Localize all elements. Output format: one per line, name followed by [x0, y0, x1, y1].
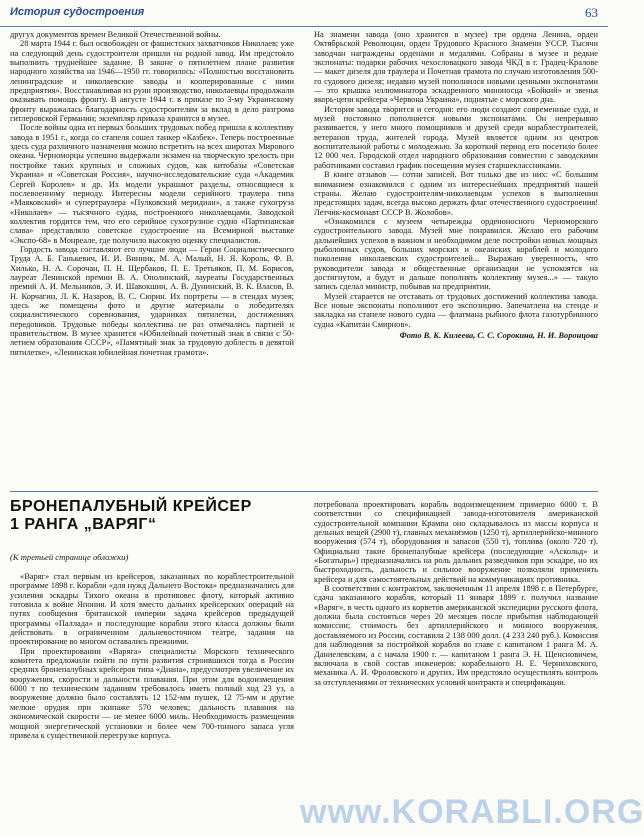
paragraph: Гордость завода составляют его лучшие люди — Герои Социалистического Труда А. Б. Ганькевич, И. И. Винник, М. А. Малый, Н. Я. Король, Ф. В. Хилько, Н. А. Сорочан, П. Н. Щербаков, П. Е. Третьяков, П. М. Борисов, лауреат Ленинской премии В. А. Ополинский, лауреаты Государственных премий А. И. Мельников, Э. И. Шавокшин, А. В. Дунинский, В. К. Власов, В. Н. Корчагин, Л. К. Назаров, В. С. Сюрин. Их портреты — в стендах музея; здесь же помещены фото и другие материалы о победителях социалистического соревнования, ударниках пятилетки, достижениях передовиков. Трудовые победы коллектива не раз отмечались партией и правительством. В музее хранится «Юбилейный почетный знак в связи с 50-летием образования СССР», «Памятный знак за трудовую доблесть в девятой пятилетке», «Ленинская юбилейная почетная грамота».: [10, 244, 294, 357]
paragraph: После войны одна из первых больших трудовых побед пришла к коллективу завода в 1951 г., когда со стапеля сошел танкер «Казбек». Теперь построенные здесь суда различного назначения можно встретить на всех широтах Мирового океана. Черноморцы успешно выдержали экзамен на творческую зрелость при постройке таких крупных и сложных судов, как китобазы «Советская Украина» и «Советская Россия», научно-исследовательские суда «Академик Сергей Королев» и др. Их модели украшают разделы, относящиеся к послевоенному периоду. Интересны модели серийного траулера типа «Маяковский» и супертраулера «Пулковский меридиан», а также сухогруза «Николаев» — тысячного судна, построенного николаевцами. Заводской коллектив гордится тем, что его серийное сухогрузное судно «Партизанская слава» представляло советское судостроение на Всемирной выставке «Экспо-68» в Монреале, где получило высокую оценку специалистов.: [10, 123, 294, 245]
page-header: [0, 0, 608, 27]
paragraph: История завода творится и сегодня: его люди создают современные суда, и музей постоянно пополняется новыми экспонатами. Он непрерывно развивается, у него много помощников и друзей среди кораблестроителей, ветеранов труда, жителей города. Музей является одним из центров воспитательной работы с молодежью. За короткий период его посетило более 12 000 чел. Городской отдел народного образования совместно с заводскими работниками составил график посещения музея старшеклассниками.: [314, 104, 598, 170]
article-title: [10, 498, 294, 534]
paragraph: На знамени завода (оно хранится в музее) три ордена Ленина, орден Октябрьской Революции, орден Трудового Красного Знамени УССР. Тысячи заводчан награждены орденами и медалями. Собраны в музее и редкие экспонаты: подарки рабочих чехословацкого завода ЧКД в г. Градец-Кралове — макет дизеля для траулера и Почетная грамота по случаю изготовления 500-го судового дизеля; недавно музей пополнился новыми ценными экспонатами — это крышка иллюминатора эскадренного миноносца «Бойкий» и звенья якорь-цепи крейсера «Червона Украина», поднятые с морского дна.: [314, 30, 598, 105]
cruiser-article-column-1: [10, 572, 294, 834]
photo-credit: Фото В. К. Килеева, С. С. Сорокина, Н. И. Воронцова: [399, 331, 598, 340]
paragraph: В соответствии с контрактом, заключенным 11 апреля 1898 г. в Петербурге, сдача заказанного корабля, который 11 января 1899 г. получил название «Варяг», в честь одного из корветов американской экспедиции русского флота, должна была состояться через 20 месяцев после прибытия наблюдающей комиссии; стоимость без артиллерийского и минного вооружения, доставляемого из России, составила 2 138 000 долл. (4 233 240 руб.). Комиссия для наблюдения за постройкой корабля во главе с капитаном 1 ранга М. А. Даниелевским, а с начала 1900 г. — капитаном 1 ранга Э. Н. Щенсновичем, включала в свой состав инженеров: корабельного Н. Е. Черниховского, механика А. И. Фроловского и других. Им предстояло осуществлять контроль за отступлениями от технических условий контракта и спецификации.: [314, 584, 598, 687]
article-title-line-1: БРОНЕПАЛУБНЫЙ КРЕЙСЕР: [10, 498, 252, 515]
paragraph: другух документов времен Великой Отечественной войны.: [10, 30, 221, 39]
section-divider: [10, 491, 598, 492]
page-number: 63: [585, 5, 598, 20]
section-title: История судостроения: [10, 6, 145, 18]
paragraph: потребовала проектировать корабль водоизмещением примерно 6000 т. В соответствии со спецификацией завода-изготовителя американской судостроительной компании Крампа оно складывалось из массы корпуса и дельных вещей (2900 т), главных механизмов (1250 т), артиллерийско-минного вооружения (574 т), оборудования и запасов (550 т), топлива (около 720 т). Официально такие бронепалубные крейсера (последующие «Аскольд» и «Богатырь») предназначались на роль дальних разведчиков при эскадре, но их быстроходность, дальность и сильное вооружение позволяли применять крейсера и для самостоятельных действий на коммуникациях противника.: [314, 500, 598, 584]
paragraph: При проектировании «Варяга» специалисты Морского технического комитета предложили пойти по пути развития строившихся тогда в России средних бронепалубных крейсеров типа «Диана», предусмотрев увеличение их вооружения, скорости и дальности плавания. При этом для водоизмещения 6000 т по техническим заданиям требовалось иметь полный ход 23 уз, а вооружение должно было составлять 12 152-мм пушек, 12 75-мм и другие мелкие орудия при экипаже 570 человек; дальность плавания на экономической скорости — не менее 6000 миль. Необходимость размещения мощной энергетической установки и более чем 700-тонного запаса угля привела к существенной перегрузке корпуса.: [10, 646, 294, 740]
museum-article-column-1: [10, 30, 294, 490]
museum-article-column-2: [314, 30, 598, 500]
article-title-line-2: 1 РАНГА „ВАРЯГ“: [10, 516, 157, 533]
paragraph: «Варяг» стал первым из крейсеров, заказанных по кораблестроительной программе 1898 г. Корабли «для нужд Дальнего Востока» предназначались для усиления эскадры Тихого океана в противовес флоту, который активно готовила к войне Япония. И хотя вместо дальних крейсерских операций на путях сообщения британской империи задача крейсеров предыдущей программы «Паллада» и последующие корабли этого класса должны были действовать в ограниченном дальневосточном театре, задания на проектирование во многом оставались прежними.: [10, 572, 294, 647]
paragraph: Музей старается не отставать от трудовых достижений коллектива завода. Все новые экспонаты пополняют его экспозицию. Запечатлена на стенде и закладка на стапеле нового судна — флагмана рыбного флота газотурбинного судна «Капитан Смирнов».: [314, 291, 598, 329]
paragraph: «Ознакомился с музеем четырежды орденоносного Черноморского судостроительного завода. Музей мне понравился. Желаю его рабочим дальнейших успехов в важном и необходимом деле постройки новых мощных рыболовных судов, больших морских и океанских кораблей и молодого поколения николаевских судостроителей... Выражаю уверенность, что руководители завода и общественные организации не успокоятся на достигнутом, а будут и дальше пополнять коллективу музея...» — такую запись сделал министр, побывав на предприятии.: [314, 216, 598, 292]
paragraph: В книге отзывов — сотни записей. Вот только две из них: «С большим вниманием ознакомился с одним из интереснейших предприятий нашей страны. Желаю судостроителям-николаевцам успехов в выполнении предстоящих задач, всегда высоко держать флаг отечественного судостроения! Летчик-космонавт СССР В. Жолобов».: [314, 170, 598, 217]
watermark: www.KORABLI.ORG: [300, 793, 644, 831]
cruiser-article-column-2: [314, 500, 598, 834]
paragraph: 28 марта 1944 г. был освобожден от фашистских захватчиков Николаев; уже на следующий день судостроители пришли на родной завод. Им предстояло выполнить труднейшее задание. В законе о пятилетнем плане развития народного хозяйства на 1946—1950 гг. говорилось: «Полностью восстановить ленинградские и николаевские заводы и кооперированные с ними предприятия». Восстанавливая из руин производство, николаевцы продолжали оказывать помощь фронту. В августе 1944 г. в приказе по 3-му Украинскому фронту выражалась благодарность судостроителям за вклад в дело разгрома гитлеровской Германии; экземпляр приказа хранится в музее.: [10, 39, 294, 124]
cover-note: (К третьей странице обложки): [10, 552, 129, 562]
